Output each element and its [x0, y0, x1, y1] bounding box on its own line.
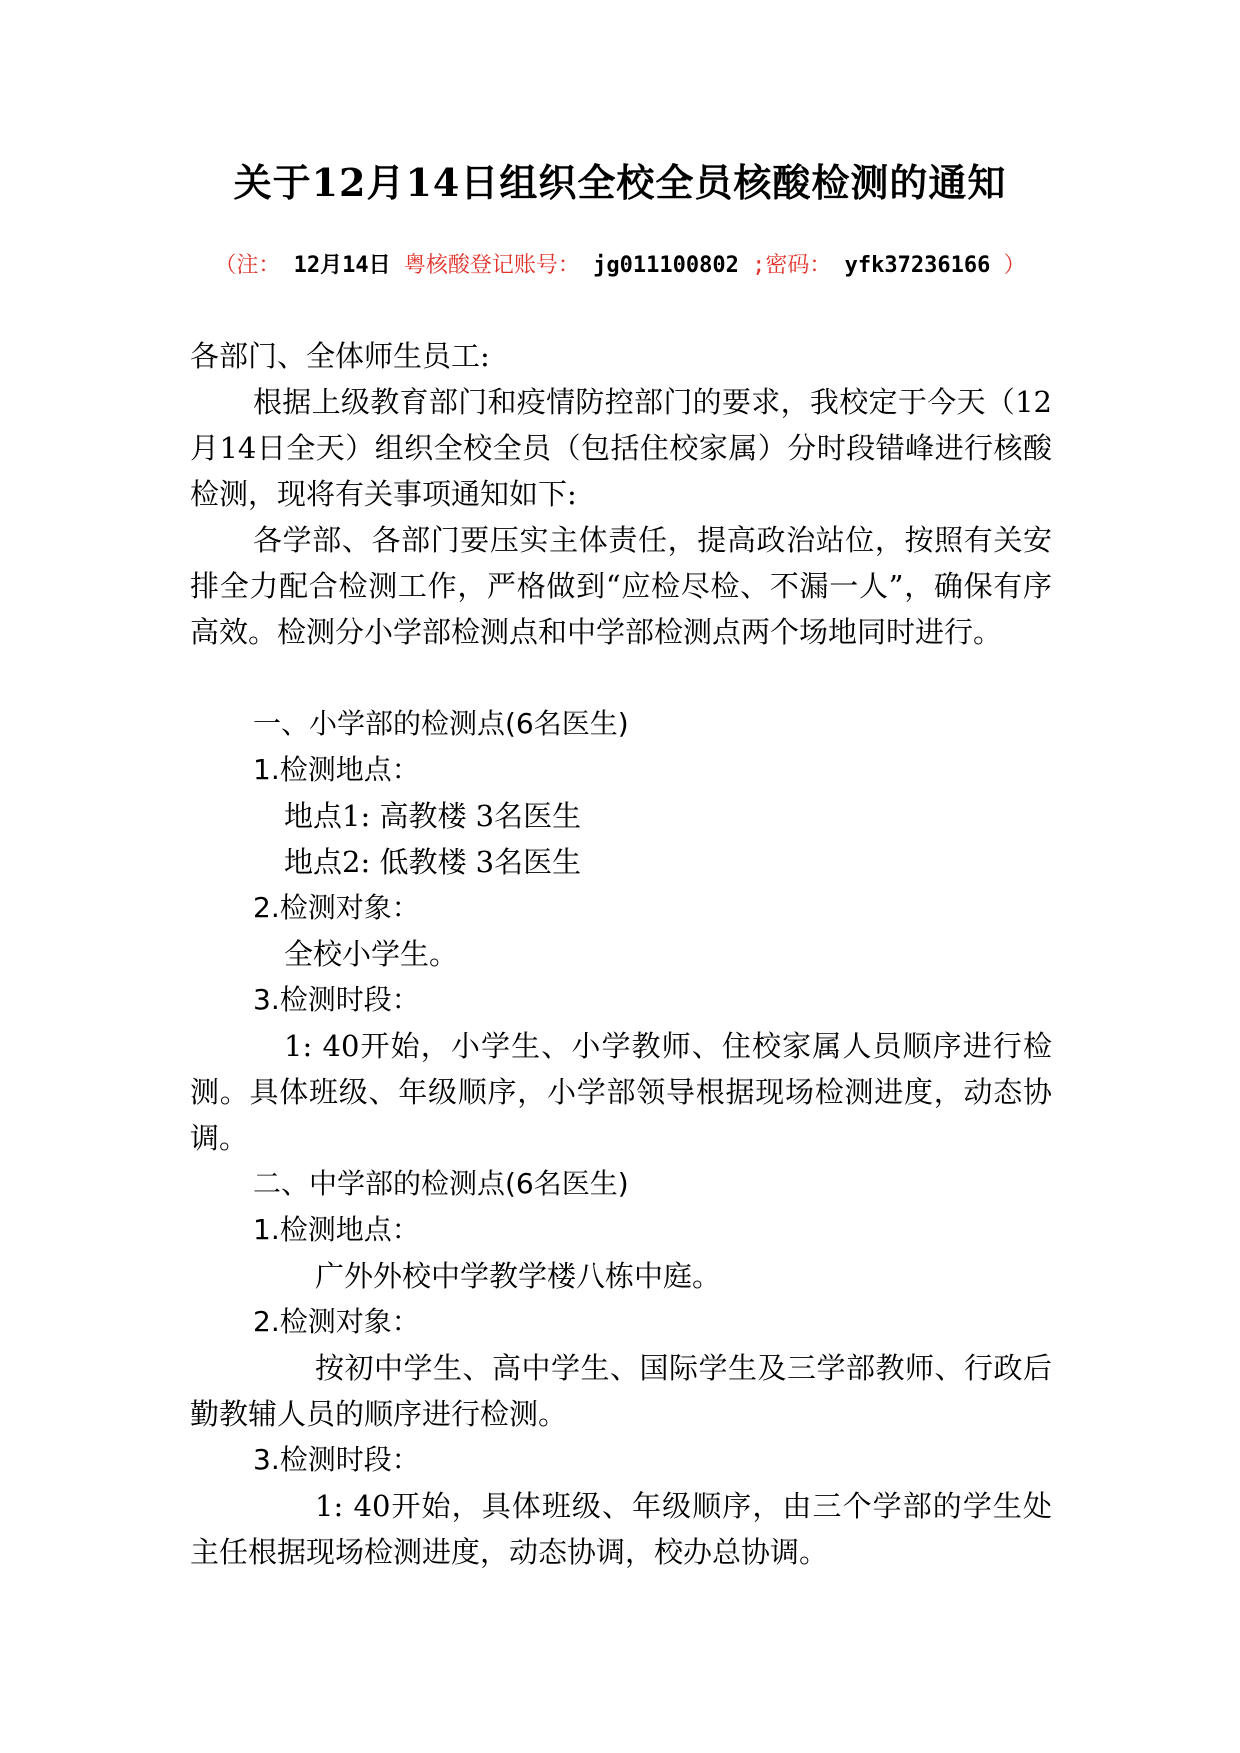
note-label: 注： — [236, 253, 281, 278]
section2-location: 广外外校中学教学楼八栋中庭。 — [315, 1259, 722, 1293]
account-value: jg011100802 — [593, 253, 739, 278]
section1-heading: 一、小学部的检测点(6名医生) — [253, 707, 629, 740]
responsibility-paragraph: 各学部、各部门要压实主体责任，提高政治站位，按照有关安排全力配合检测工作，严格做到“应检尽检、不漏一人”，确保有序高效。检测分小学部检测点和中学部检测点两个场地同时进行。 — [190, 523, 1052, 649]
password-value: yfk37236166 — [844, 253, 991, 278]
note-open-paren: （ — [214, 253, 237, 278]
section1-location1: 地点1: 高教楼 3名医生 — [284, 799, 582, 833]
section1-location2: 地点2: 低教楼 3名医生 — [284, 845, 582, 879]
password-label: ;密码： — [752, 253, 832, 278]
section1-time-heading: 3.检测时段： — [253, 983, 420, 1016]
note-close-paren: ） — [1003, 253, 1026, 278]
salutation: 各部门、全体师生员工: — [190, 339, 490, 373]
document-title: 关于12月14日组织全校全员核酸检测的通知 — [233, 160, 1007, 205]
section2-heading: 二、中学部的检测点(6名医生) — [253, 1167, 629, 1200]
login-note — [0, 248, 1240, 279]
section1-location-heading: 1.检测地点： — [253, 753, 420, 786]
section2-target-heading: 2.检测对象： — [253, 1305, 420, 1338]
account-label: 粤核酸登记账号： — [403, 253, 580, 278]
section1-target: 全校小学生。 — [284, 937, 459, 971]
section2-target-paragraph: 按初中学生、高中学生、国际学生及三学部教师、行政后勤教辅人员的顺序进行检测。 — [190, 1351, 1052, 1431]
section2-location-heading: 1.检测地点： — [253, 1213, 420, 1246]
section2-time-paragraph: 1: 40开始，具体班级、年级顺序，由三个学部的学生处主任根据现场检测进度，动态协调，校办总协调。 — [190, 1489, 1052, 1569]
section1-target-heading: 2.检测对象： — [253, 891, 420, 924]
intro-paragraph: 根据上级教育部门和疫情防控部门的要求，我校定于今天（12月14日全天）组织全校全员（包括住校家属）分时段错峰进行核酸检测，现将有关事项通知如下: — [190, 385, 1052, 511]
section1-time-paragraph: 1: 40开始，小学生、小学教师、住校家属人员顺序进行检测。具体班级、年级顺序，小学部领导根据现场检测进度，动态协调。 — [190, 1029, 1052, 1155]
section2-time-heading: 3.检测时段： — [253, 1443, 420, 1476]
note-date: 12月14日 — [293, 253, 391, 278]
